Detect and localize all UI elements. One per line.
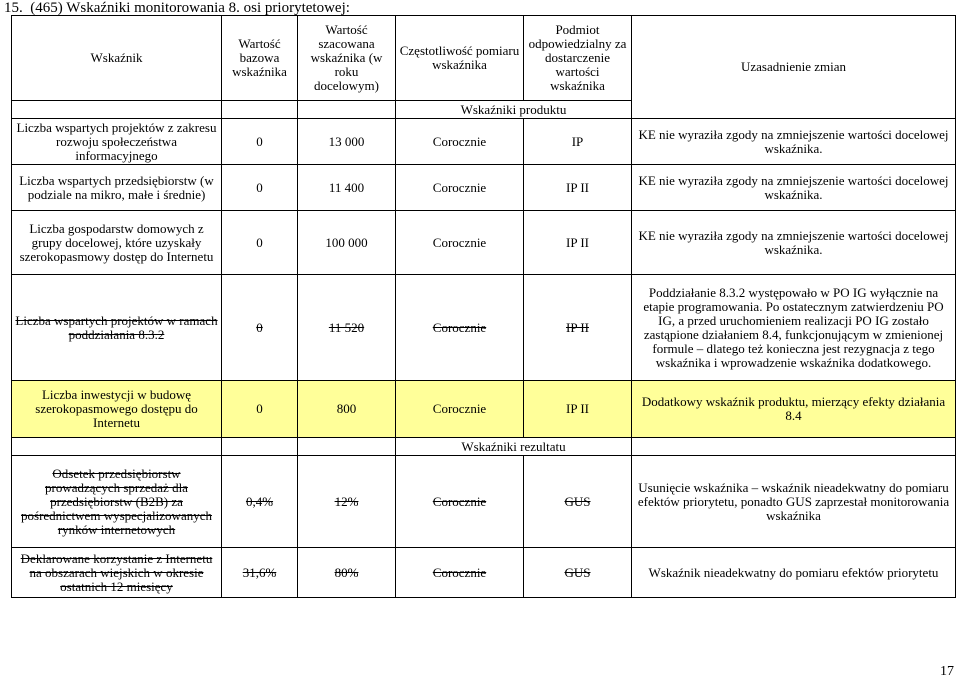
indicator-name: Liczba wspartych przedsiębiorstw (w podziale na mikro, małe i średnie) <box>12 165 222 211</box>
entity-value: IP II <box>524 381 632 438</box>
indicator-name: Liczba inwestycji w budowę szerokopasmowego dostępu do Internetu <box>12 381 222 438</box>
reason-text: KE nie wyraziła zgody na zmniejszenie wartości docelowej wskaźnika. <box>632 165 956 211</box>
col-header-entity: Podmiot odpowiedzialny za dostarczenie wartości wskaźnika <box>524 16 632 101</box>
header-row <box>12 16 956 101</box>
entity-value: GUS <box>524 456 632 548</box>
reason-text: Wskaźnik nieadekwatny do pomiaru efektów priorytetu <box>632 548 956 598</box>
base-value: 31,6% <box>222 548 298 598</box>
table-row <box>12 165 956 211</box>
table-row <box>12 456 956 548</box>
frequency-value: Corocznie <box>396 275 524 381</box>
col-header-frequency: Częstotliwość pomiaru wskaźnika <box>396 16 524 101</box>
indicator-name: Liczba wspartych projektów z zakresu rozwoju społeczeństwa informacyjnego <box>12 119 222 165</box>
frequency-value: Corocznie <box>396 456 524 548</box>
col-header-base: Wartość bazowa wskaźnika <box>222 16 298 101</box>
entity-value: GUS <box>524 548 632 598</box>
target-value: 13 000 <box>298 119 396 165</box>
indicators-table <box>11 15 956 598</box>
base-value: 0 <box>222 119 298 165</box>
target-value: 12% <box>298 456 396 548</box>
section-label-result: Wskaźniki rezultatu <box>396 438 632 456</box>
table-row <box>12 119 956 165</box>
reason-text: Dodatkowy wskaźnik produktu, mierzący efekty działania 8.4 <box>632 381 956 438</box>
page-number: 17 <box>940 664 954 679</box>
reason-text: Usunięcie wskaźnika – wskaźnik nieadekwatny do pomiaru efektów priorytetu, ponadto GUS zaprzestał monitorowania wskaźnika <box>632 456 956 548</box>
frequency-value: Corocznie <box>396 119 524 165</box>
col-header-target: Wartość szacowana wskaźnika (w roku docelowym) <box>298 16 396 101</box>
target-value: 11 400 <box>298 165 396 211</box>
frequency-value: Corocznie <box>396 548 524 598</box>
frequency-value: Corocznie <box>396 381 524 438</box>
entity-value: IP II <box>524 211 632 275</box>
col-header-reason: Uzasadnienie zmian <box>632 16 956 119</box>
section-row-result <box>12 438 956 456</box>
table-row <box>12 548 956 598</box>
indicator-name: Deklarowane korzystanie z Internetu na obszarach wiejskich w okresie ostatnich 12 miesięcy <box>12 548 222 598</box>
indicator-name: Liczba wspartych projektów w ramach poddziałania 8.3.2 <box>12 275 222 381</box>
entity-value: IP II <box>524 275 632 381</box>
base-value: 0 <box>222 211 298 275</box>
section-heading: 15. (465) Wskaźniki monitorowania 8. osi priorytetowej: <box>4 0 350 16</box>
target-value: 11 520 <box>298 275 396 381</box>
target-value: 80% <box>298 548 396 598</box>
indicator-name: Liczba gospodarstw domowych z grupy docelowej, które uzyskały szerokopasmowy dostęp do Internetu <box>12 211 222 275</box>
table-row <box>12 211 956 275</box>
table-row <box>12 381 956 438</box>
frequency-value: Corocznie <box>396 165 524 211</box>
table-row <box>12 275 956 381</box>
entity-value: IP <box>524 119 632 165</box>
base-value: 0 <box>222 165 298 211</box>
col-header-indicator: Wskaźnik <box>12 16 222 101</box>
section-label-product: Wskaźniki produktu <box>396 101 632 119</box>
base-value: 0 <box>222 275 298 381</box>
target-value: 800 <box>298 381 396 438</box>
reason-text: Poddziałanie 8.3.2 występowało w PO IG wyłącznie na etapie programowania. Po ostatecznym zatwierdzeniu PO IG, a przed uruchomieniem realizacji PO IG zostało zastąpione działaniem 8.4, funkcjonującym w zmienionej formule – dlatego też konieczna jest rezygnacja z tego wskaźnika i wprowadzenie wskaźnika dodatkowego. <box>632 275 956 381</box>
indicator-name: Odsetek przedsiębiorstw prowadzących sprzedaż dla przedsiębiorstw (B2B) za pośrednictwem wyspecjalizowanych rynków internetowych <box>12 456 222 548</box>
target-value: 100 000 <box>298 211 396 275</box>
reason-text: KE nie wyraziła zgody na zmniejszenie wartości docelowej wskaźnika. <box>632 119 956 165</box>
base-value: 0 <box>222 381 298 438</box>
reason-text: KE nie wyraziła zgody na zmniejszenie wartości docelowej wskaźnika. <box>632 211 956 275</box>
frequency-value: Corocznie <box>396 211 524 275</box>
entity-value: IP II <box>524 165 632 211</box>
base-value: 0,4% <box>222 456 298 548</box>
